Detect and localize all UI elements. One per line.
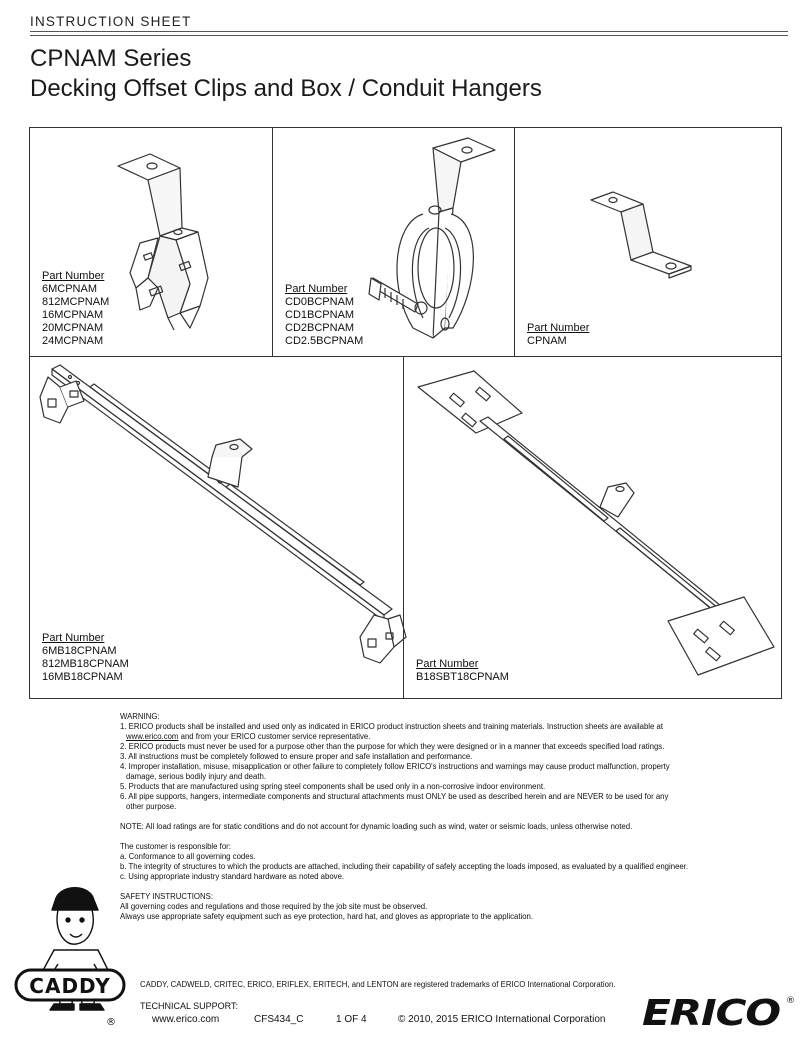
part-number: CD0BCPNAM [285,296,355,308]
caddy-mascot-logo [14,880,132,1030]
page-title [30,44,542,104]
part-list [285,283,363,348]
trademark-notice: CADDY, CADWELD, CRITEC, ERICO, ERIFLEX, ERITECH, and LENTON are registered trademarks of ERICO International Corporation. [140,980,616,989]
part-number: 6MB18CPNAM [42,645,117,657]
caddy-logo [14,966,130,1006]
product-cell-offset-bracket [515,128,781,357]
part-number: 812MCPNAM [42,296,110,308]
warning-item: other purpose. [126,802,177,811]
caddy-logo-text: CADDY [29,974,111,998]
part-number: CD2BCPNAM [285,322,355,334]
customer-item: c. Using appropriate industry standard hardware as noted above. [120,872,345,881]
part-list [42,270,109,348]
warning-item: 1. ERICO products shall be installed and used only as indicated in ERICO product instruction sheets and training materials. Instruction sheets are available at [120,722,664,731]
part-number-heading: Part Number [285,283,348,295]
warning-item [120,732,790,742]
copyright-notice: © 2010, 2015 ERICO International Corporation [398,1014,606,1025]
erico-link[interactable]: www.erico.com [126,732,179,741]
part-number-heading: Part Number [416,658,479,670]
part-number: 16MB18CPNAM [42,671,123,683]
safety-heading: SAFETY INSTRUCTIONS: [120,892,213,901]
warning-item: damage, serious bodily injury and death. [126,772,266,781]
header-rule [30,35,788,36]
customer-item: b. The integrity of structures to which the products are attached, including their capability of safely accepting the loads imposed, as evaluated by a qualified engineer. [120,862,689,871]
part-number: 16MCPNAM [42,309,104,321]
warning-item: 6. All pipe supports, hangers, intermediate components and structural attachments must ONLY be used as described herein and are NEVER to be used for any [120,792,669,801]
box-hanger-drawing-icon [404,357,781,698]
document-number: CFS434_C [254,1014,304,1025]
notice-text [120,712,790,922]
instruction-sheet-label: INSTRUCTION SHEET [30,14,192,29]
part-list [42,632,129,684]
load-note: NOTE: All load ratings are for static conditions and do not account for dynamic loading such as wind, water or seismic loads, unless otherwise noted. [120,822,633,831]
part-number-heading: Part Number [527,322,590,334]
part-number: 20MCPNAM [42,322,104,334]
part-number: CD2.5BCPNAM [285,335,364,347]
caddy-registered-mark [104,1014,118,1028]
title-series: CPNAM Series [30,45,192,72]
technical-support-label: TECHNICAL SUPPORT: [140,1001,239,1011]
product-grid [29,127,782,699]
header-rule-top [30,31,788,32]
safety-item: Always use appropriate safety equipment such as eye protection, hard hat, and gloves as appropriate to the application. [120,912,534,921]
customer-item: a. Conformance to all governing codes. [120,852,256,861]
part-number: B18SBT18CPNAM [416,671,509,683]
product-cell-offset-clip [30,128,273,357]
support-website[interactable]: www.erico.com [152,1014,220,1025]
part-number-heading: Part Number [42,632,105,644]
erico-registered-text: ® [786,996,795,1006]
part-number: 812MB18CPNAM [42,658,129,670]
warning-heading: WARNING: [120,712,160,721]
part-number-heading: Part Number [42,270,105,282]
warning-item: 5. Products that are manufactured using spring steel components shall be used only in a non-corrosive indoor environment. [120,782,546,791]
safety-item: All governing codes and regulations and those required by the job site must be observed. [120,902,428,911]
part-number: 24MCPNAM [42,335,104,347]
part-number: CPNAM [527,335,567,347]
erico-logo [640,992,794,1032]
page-number: 1 OF 4 [336,1014,367,1025]
caddy-registered-text: ® [106,1017,116,1028]
part-list [527,322,589,348]
product-cell-box-hanger [404,357,781,698]
product-cell-bar-hanger [30,357,404,698]
part-number: CD1BCPNAM [285,309,355,321]
product-cell-conduit-hanger [273,128,515,357]
warning-item: 4. Improper installation, misuse, misapplication or other failure to completely follow ERICO's instructions and warnings may cause product malfunction, property [120,762,670,771]
warning-item-continued: and from your ERICO customer service representative. [178,732,371,741]
title-description: Decking Offset Clips and Box / Conduit Hangers [30,75,542,102]
warning-item: 2. ERICO products must never be used for a purpose other than the purpose for which they were designed or in a manner that exceeds specified load ratings. [120,742,665,751]
part-number: 6MCPNAM [42,283,98,295]
customer-heading: The customer is responsible for: [120,842,231,851]
erico-logo-text: ERICO [642,993,781,1034]
warning-item: 3. All instructions must be completely followed to ensure proper and safe installation and performance. [120,752,473,761]
part-list [416,658,509,684]
